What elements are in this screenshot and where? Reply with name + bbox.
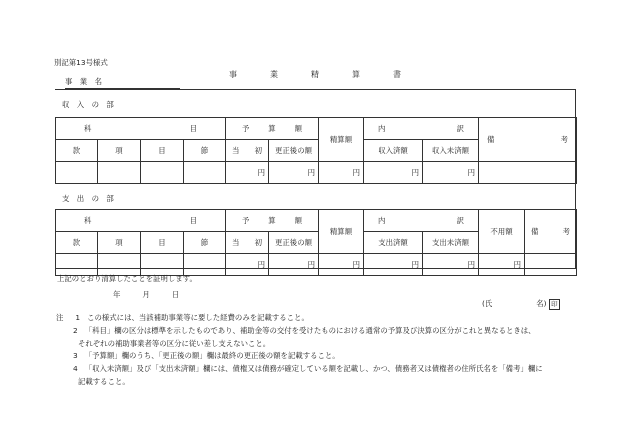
input-cell[interactable]: [525, 254, 577, 276]
kou-header: 項: [98, 232, 141, 254]
shunyu-zumi-header: 収入済額: [364, 140, 423, 162]
uchiwake-header: 内 訳: [364, 118, 479, 140]
yen-cell[interactable]: 円: [269, 254, 319, 276]
input-cell[interactable]: [184, 162, 226, 184]
input-cell[interactable]: [141, 162, 184, 184]
input-cell[interactable]: [479, 162, 577, 184]
biko-header: 備 考: [479, 118, 577, 162]
input-cell[interactable]: [98, 162, 141, 184]
note-2-cont: それぞれの補助事業者等の区分に従い差し支えないこと。: [78, 338, 271, 348]
yen-cell[interactable]: 円: [479, 254, 525, 276]
kousei-header: 更正後の額: [269, 232, 319, 254]
note-1: この様式には、当該補助事業等に要した経費のみを記載すること。: [87, 313, 309, 322]
setsu-header: 節: [184, 140, 226, 162]
biko-header: 備 考: [525, 210, 577, 254]
input-cell[interactable]: [56, 162, 98, 184]
note-4-cont: 記載すること。: [78, 376, 130, 386]
expense-section-label: 支 出 の 部: [62, 194, 114, 203]
tosho-header: 当 初: [226, 232, 269, 254]
shishutsu-zumi-header: 支出済額: [364, 232, 423, 254]
notes-label: 注: [56, 313, 64, 322]
yen-cell[interactable]: 円: [319, 162, 364, 184]
notes: 注 1 この様式には、当該補助事業等に要した経費のみを記載すること。 2 「科目」欄の区分は標準を示したものであり、補助金等の交付を受けたものにおける通常の予算及び決算の区分がこれと異なるときは、 それぞれの補助事業者等の区分に従い差し支えないこと。 3 「予算額」欄のうち、「更正後の額」欄は最終の更正後の額を記載すること。 4 「収入未済額」及び「支出未済額」欄には、債権又は債務が確定している額を記載し、かつ、債務者又は債権者の住所氏名を「備考」欄に 記載すること。: [56, 312, 543, 389]
certify-text: 上記のとおり清算したことを証明します。: [57, 274, 197, 283]
income-table: [55, 117, 577, 184]
kamoku-header: 科 目: [56, 210, 226, 232]
fuyo-header: 不用額: [479, 210, 525, 254]
note-2: 「科目」欄の区分は標準を示したものであり、補助金等の交付を受けたものにおける通常の予算及び決算の区分がこれと異なるときは、: [84, 325, 536, 335]
yosan-header: 予 算 額: [226, 118, 319, 140]
yen-cell[interactable]: 円: [364, 254, 423, 276]
form-number: 別記第13号様式: [54, 58, 108, 67]
yen-cell[interactable]: 円: [364, 162, 423, 184]
kan-header: 款: [56, 140, 98, 162]
yosan-header: 予 算 額: [226, 210, 319, 232]
seal-mark: 印: [549, 299, 560, 310]
yen-cell[interactable]: 円: [269, 162, 319, 184]
tosho-header: 当 初: [226, 140, 269, 162]
note-4: 「収入未済額」及び「支出未済額」欄には、債権又は債務が確定している額を記載し、かつ、債務者又は債権者の住所氏名を「備考」欄に: [84, 364, 543, 374]
moku-header: 目: [141, 140, 184, 162]
jigyo-mei-field: 事 業 名: [65, 76, 180, 89]
income-section-label: 収 入 の 部: [62, 100, 114, 109]
signature-line: (氏 名) 印: [482, 298, 560, 310]
setsu-header: 節: [184, 232, 226, 254]
date-line: 年 月 日: [113, 290, 180, 299]
uchiwake-header: 内 訳: [364, 210, 479, 232]
note-3: 「予算額」欄のうち、「更正後の額」欄は最終の更正後の額を記載すること。: [84, 351, 340, 361]
yen-cell[interactable]: 円: [319, 254, 364, 276]
seisan-header: 精算額: [319, 210, 364, 254]
yen-cell[interactable]: 円: [423, 254, 479, 276]
seisan-header: 精算額: [319, 118, 364, 162]
yen-cell[interactable]: 円: [226, 254, 269, 276]
expense-table: [55, 209, 577, 276]
yen-cell[interactable]: 円: [226, 162, 269, 184]
kousei-header: 更正後の額: [269, 140, 319, 162]
kan-header: 款: [56, 232, 98, 254]
kamoku-header: 科 目: [56, 118, 226, 140]
document-title: 事 業 精 算 書: [229, 70, 401, 79]
shunyu-mi-header: 収入未済額: [423, 140, 479, 162]
moku-header: 目: [141, 232, 184, 254]
kou-header: 項: [98, 140, 141, 162]
yen-cell[interactable]: 円: [423, 162, 479, 184]
shishutsu-mi-header: 支出未済額: [423, 232, 479, 254]
